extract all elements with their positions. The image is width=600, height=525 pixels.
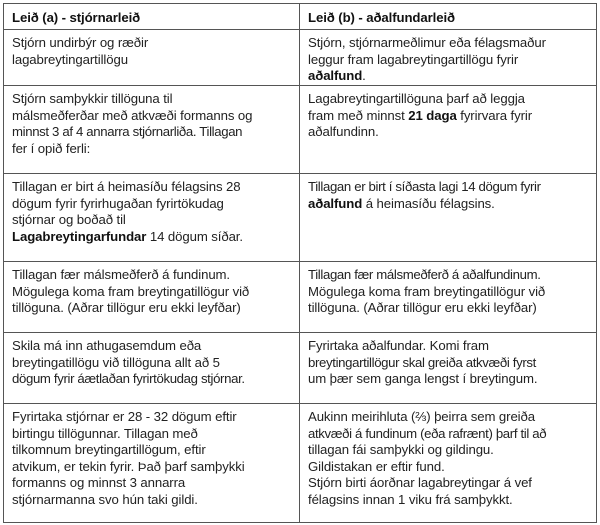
cell-line: minnst 3 af 4 annarra stjórnarliða. Tillagan [12,124,243,139]
bold-term: 21 daga [408,107,457,123]
cell-line: atvikum, er tekin fyrir. Það þarf samþykki [12,458,245,474]
cell-a-step-3 [4,174,300,262]
cell-line: breytingatillögu við tillöguna allt að 5 [12,354,220,370]
table-header-row [4,4,597,30]
cell-b-step-6 [300,404,597,523]
cell-line: stjórnarmanna svo hún taki gildi. [12,491,198,507]
cell-a-step-4 [4,262,300,333]
cell-line: tillöguna. (Aðrar tillögur eru ekki leyfðar) [308,300,537,315]
cell-b-step-3 [300,174,597,262]
cell-b-step-4 [300,262,597,333]
cell-line: Stjórn birti áorðnar lagabreytingar á vef [308,475,532,490]
cell-a-step-6 [4,404,300,523]
cell-line [308,108,588,125]
cell-line: dögum fyrir áætlaðan fyrirtökudag stjórnar. [12,371,245,386]
header-route-a: Leið (a) - stjórnarleið [4,4,300,30]
table-row [4,262,597,333]
cell-line [308,196,588,213]
cell-line: Tillagan er birt í síðasta lagi 14 dögum fyrir [308,179,541,194]
cell-line: málsmeðferðar með atkvæði formanns og [12,107,253,123]
cell-line: um þær sem ganga lengst í breytingum. [308,371,538,386]
cell-line: leggur fram lagabreytingartillögu fyrir [308,51,519,67]
table-row [4,86,597,174]
cell-line: félagsins innan 1 viku frá samþykkt. [308,491,513,507]
table-row [4,174,597,262]
table-row [4,404,597,523]
text-fragment: fyrirvara fyrir [456,107,533,123]
cell-line: birtingu tillögunnar. Tillagan með [12,425,198,441]
text-fragment: . [362,68,366,83]
cell-line: Stjórn undirbýr og ræðir [12,35,149,50]
cell-line: Tillagan fær málsmeðferð á aðalfundinum. [308,267,541,282]
text-fragment: á heimasíðu félagsins. [362,195,495,211]
cell-line: Lagabreytingartillöguna þarf að leggja [308,91,525,106]
text-fragment: 14 dögum síðar. [146,228,243,244]
comparison-table [3,3,597,523]
bold-term: aðalfund [308,195,363,211]
cell-line: breytingartillögur skal greiða atkvæði fyrst [308,354,536,370]
cell-line: Mögulega koma fram breytingatillögur við [12,283,250,299]
cell-line: Skila má inn athugasemdum eða [12,338,202,353]
table-row [4,30,597,86]
cell-line: Tillagan er birt á heimasíðu félagsins 28 [12,179,241,194]
cell-line: Aukinn meirihluta (⅔) þeirra sem greiða [308,409,535,424]
cell-line: Mögulega koma fram breytingatillögur við [308,283,546,299]
bold-term: Lagabreytingarfundar [12,228,147,244]
text-fragment: fram með minnst [308,107,409,123]
cell-line: Tillagan fær málsmeðferð á fundinum. [12,267,230,282]
header-route-b: Leið (b) - aðalfundarleið [300,4,597,30]
table-row [4,333,597,404]
cell-line: lagabreytingartillögu [12,51,128,67]
cell-line: tilkomnum breytingartillögum, eftir [12,442,206,457]
bold-term: aðalfund [308,68,363,83]
cell-line: formanns og minnst 3 annarra [12,475,186,490]
cell-line: stjórnar og boðað til [12,212,126,227]
cell-b-step-1 [300,30,597,86]
cell-line: Fyrirtaka aðalfundar. Komi fram [308,338,489,353]
cell-b-step-5 [300,333,597,404]
cell-a-step-5 [4,333,300,404]
cell-line [308,68,588,85]
cell-line: Fyrirtaka stjórnar er 28 - 32 dögum eftir [12,409,237,424]
cell-a-step-1 [4,30,300,86]
cell-b-step-2 [300,86,597,174]
cell-line: Stjórn, stjórnarmeðlimur eða félagsmaður [308,35,546,50]
cell-line: aðalfundinn. [308,124,379,139]
cell-line: atkvæði á fundinum (eða rafrænt) þarf til að [308,425,547,441]
cell-line: Stjórn samþykkir tillöguna til [12,91,173,106]
cell-line [12,229,291,246]
cell-line: tillagan fái samþykki og gildingu. [308,442,494,457]
cell-line: tillöguna. (Aðrar tillögur eru ekki leyfðar) [12,300,241,315]
cell-line: dögum fyrir fyrirhugaðan fyrirtökudag [12,195,224,211]
cell-line: Gildistakan er eftir fund. [308,458,445,474]
cell-a-step-2 [4,86,300,174]
cell-line: fer í opið ferli: [12,140,91,156]
